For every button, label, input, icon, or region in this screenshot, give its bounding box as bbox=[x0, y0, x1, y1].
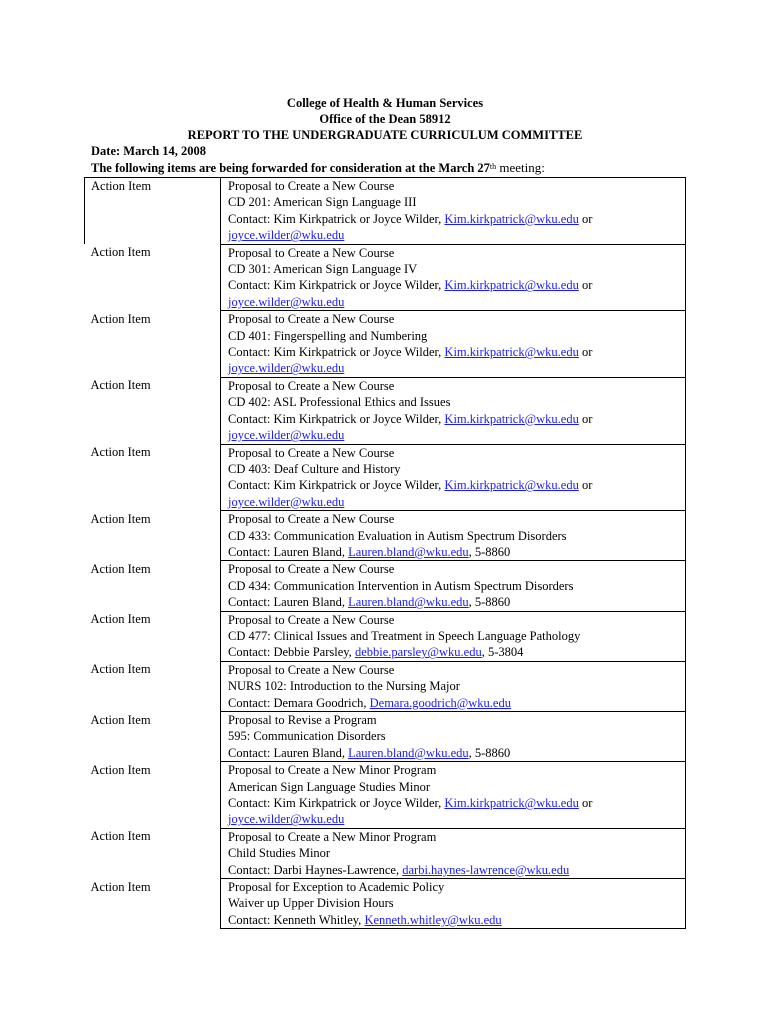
action-item-description bbox=[221, 561, 686, 611]
action-item-row bbox=[85, 611, 686, 661]
contact-email-link[interactable]: debbie.parsley@wku.edu bbox=[354, 645, 482, 660]
contact-prefix: Contact: Kenneth Whitley, bbox=[228, 912, 365, 927]
contact-email-link[interactable]: joyce.wilder@wku.edu bbox=[228, 494, 345, 509]
contact-joiner: or bbox=[578, 796, 593, 811]
contact-line bbox=[228, 912, 685, 928]
action-item-label: Action Item bbox=[90, 662, 151, 677]
action-item-row bbox=[85, 377, 686, 444]
course-title: Child Studies Minor bbox=[228, 846, 331, 861]
action-item-label: Action Item bbox=[90, 445, 151, 459]
contact-prefix: Contact: Kim Kirkpatrick or Joyce Wilder, bbox=[228, 796, 445, 811]
action-item-row bbox=[85, 244, 686, 311]
contact-line bbox=[228, 344, 685, 360]
intro-tail: meeting: bbox=[496, 160, 545, 175]
contact-line-secondary bbox=[228, 811, 685, 827]
contact-line-secondary bbox=[228, 360, 685, 376]
action-item-description bbox=[221, 178, 686, 245]
action-item-label: Action Item bbox=[90, 879, 151, 894]
office-name: Office of the Dean 58912 bbox=[319, 112, 451, 126]
action-item-description bbox=[221, 762, 686, 829]
contact-line bbox=[228, 477, 685, 493]
contact-email-link[interactable]: joyce.wilder@wku.edu bbox=[228, 294, 345, 309]
contact-prefix: Contact: Kim Kirkpatrick or Joyce Wilder, bbox=[228, 478, 445, 493]
contact-email-link[interactable]: Kim.kirkpatrick@wku.edu bbox=[444, 411, 579, 426]
contact-email-link[interactable]: Lauren.bland@wku.edu bbox=[348, 745, 469, 760]
contact-email-link[interactable]: Kim.kirkpatrick@wku.edu bbox=[444, 211, 579, 226]
contact-line bbox=[228, 277, 685, 293]
action-items-table bbox=[84, 177, 686, 929]
intro-superscript: th bbox=[489, 162, 497, 171]
report-date: Date: March 14, 2008 bbox=[91, 144, 207, 158]
course-title: CD 433: Communication Evaluation in Autism Spectrum Disorders bbox=[228, 528, 567, 543]
action-item-label: Action Item bbox=[90, 712, 151, 727]
intro-text: The following items are being forwarded for consideration at the March 27 bbox=[91, 161, 490, 175]
course-title: NURS 102: Introduction to the Nursing Major bbox=[228, 679, 460, 694]
report-title: REPORT TO THE UNDERGRADUATE CURRICULUM COMMITTEE bbox=[187, 128, 583, 142]
contact-prefix: Contact: Demara Goodrich, bbox=[228, 695, 370, 710]
college-name: College of Health & Human Services bbox=[286, 96, 484, 110]
contact-prefix: Contact: Kim Kirkpatrick or Joyce Wilder, bbox=[228, 345, 445, 360]
contact-prefix: Contact: Kim Kirkpatrick or Joyce Wilder, bbox=[228, 278, 445, 293]
contact-joiner: or bbox=[578, 478, 593, 493]
action-item-description bbox=[221, 244, 686, 311]
proposal-type: Proposal to Create a New Course bbox=[228, 179, 395, 193]
action-item-row bbox=[85, 178, 686, 245]
contact-email-link[interactable]: joyce.wilder@wku.edu bbox=[228, 228, 345, 243]
action-item-row bbox=[85, 879, 686, 929]
proposal-type: Proposal to Create a New Course bbox=[228, 662, 395, 677]
contact-line-secondary bbox=[228, 427, 685, 443]
action-item-label: Action Item bbox=[90, 762, 151, 777]
proposal-type: Proposal to Create a New Course bbox=[228, 512, 395, 527]
contact-joiner: or bbox=[578, 211, 593, 226]
contact-email-link[interactable]: joyce.wilder@wku.edu bbox=[228, 361, 345, 376]
proposal-type: Proposal to Revise a Program bbox=[228, 713, 377, 727]
action-item-row bbox=[85, 311, 686, 378]
action-item-row bbox=[85, 511, 686, 561]
contact-email-link[interactable]: darbi.haynes-lawrence@wku.edu bbox=[402, 862, 570, 877]
action-item-row bbox=[85, 444, 686, 511]
course-title: CD 402: ASL Professional Ethics and Issues bbox=[228, 395, 451, 410]
action-item-description bbox=[221, 879, 686, 929]
contact-line bbox=[228, 594, 685, 610]
contact-line-secondary bbox=[228, 494, 685, 510]
course-title: CD 401: Fingerspelling and Numbering bbox=[228, 328, 428, 343]
contact-email-link[interactable]: Lauren.bland@wku.edu bbox=[348, 595, 469, 610]
action-item-row bbox=[85, 661, 686, 711]
action-item-label: Action Item bbox=[90, 311, 151, 326]
course-title: CD 301: American Sign Language IV bbox=[228, 262, 418, 277]
contact-email-link[interactable]: Kim.kirkpatrick@wku.edu bbox=[444, 478, 579, 493]
action-item-label: Action Item bbox=[90, 612, 151, 627]
contact-line bbox=[228, 544, 685, 560]
action-item-label: Action Item bbox=[90, 511, 151, 526]
action-item-label: Action Item bbox=[90, 561, 151, 576]
action-item-description bbox=[221, 611, 686, 661]
contact-phone: , 5-8860 bbox=[468, 544, 511, 559]
contact-phone: , 5-8860 bbox=[468, 595, 511, 610]
action-item-label: Action Item bbox=[90, 245, 151, 260]
course-title: CD 201: American Sign Language III bbox=[228, 195, 417, 210]
course-title: Waiver up Upper Division Hours bbox=[228, 896, 394, 911]
course-title: CD 477: Clinical Issues and Treatment in Speech Language Pathology bbox=[228, 628, 581, 643]
course-title: CD 403: Deaf Culture and History bbox=[228, 461, 401, 476]
contact-joiner: or bbox=[578, 345, 593, 360]
action-items-body bbox=[85, 178, 686, 929]
contact-email-link[interactable]: joyce.wilder@wku.edu bbox=[228, 428, 345, 443]
action-item-row bbox=[85, 828, 686, 878]
action-item-description bbox=[221, 377, 686, 444]
proposal-type: Proposal to Create a New Course bbox=[228, 445, 395, 460]
contact-line bbox=[228, 745, 685, 761]
action-item-description bbox=[221, 661, 686, 711]
action-item-label: Action Item bbox=[90, 829, 151, 844]
contact-prefix: Contact: Debbie Parsley, bbox=[228, 645, 355, 660]
contact-prefix: Contact: Darbi Haynes-Lawrence, bbox=[228, 862, 403, 877]
proposal-type: Proposal to Create a New Course bbox=[228, 612, 395, 627]
contact-prefix: Contact: Lauren Bland, bbox=[228, 595, 349, 610]
proposal-type: Proposal to Create a New Minor Program bbox=[228, 829, 437, 844]
action-item-description bbox=[221, 311, 686, 378]
contact-joiner: or bbox=[578, 411, 593, 426]
action-item-label: Action Item bbox=[90, 378, 151, 393]
contact-prefix: Contact: Kim Kirkpatrick or Joyce Wilder, bbox=[228, 411, 445, 426]
proposal-type: Proposal to Create a New Minor Program bbox=[228, 763, 437, 778]
contact-prefix: Contact: Lauren Bland, bbox=[228, 745, 349, 760]
contact-phone: , 5-8860 bbox=[468, 745, 511, 760]
contact-email-link[interactable]: Demara.goodrich@wku.edu bbox=[369, 695, 511, 710]
contact-email-link[interactable]: Kim.kirkpatrick@wku.edu bbox=[444, 345, 579, 360]
proposal-type: Proposal to Create a New Course bbox=[228, 312, 395, 327]
contact-line bbox=[228, 411, 685, 427]
contact-line bbox=[228, 862, 685, 878]
action-item-description bbox=[221, 712, 686, 762]
contact-email-link[interactable]: Kenneth.whitley@wku.edu bbox=[364, 912, 502, 927]
action-item-description bbox=[221, 444, 686, 511]
proposal-type: Proposal to Create a New Course bbox=[228, 245, 395, 260]
contact-phone: , 5-3804 bbox=[481, 645, 524, 660]
contact-joiner: or bbox=[578, 278, 593, 293]
contact-email-link[interactable]: Kim.kirkpatrick@wku.edu bbox=[444, 796, 579, 811]
course-title: American Sign Language Studies Minor bbox=[228, 779, 431, 794]
action-item-row bbox=[85, 712, 686, 762]
contact-email-link[interactable]: Lauren.bland@wku.edu bbox=[348, 544, 469, 559]
proposal-type: Proposal to Create a New Course bbox=[228, 562, 395, 577]
contact-prefix: Contact: Lauren Bland, bbox=[228, 544, 349, 559]
contact-line bbox=[228, 795, 685, 811]
contact-line bbox=[228, 211, 685, 227]
action-item-description bbox=[221, 511, 686, 561]
contact-line-secondary bbox=[228, 294, 685, 310]
proposal-type: Proposal for Exception to Academic Policy bbox=[228, 880, 445, 895]
action-item-row bbox=[85, 561, 686, 611]
course-title: 595: Communication Disorders bbox=[228, 729, 386, 744]
action-item-label: Action Item bbox=[85, 178, 221, 245]
course-title: CD 434: Communication Intervention in Autism Spectrum Disorders bbox=[228, 578, 574, 593]
action-item-description bbox=[221, 828, 686, 878]
contact-line bbox=[228, 644, 685, 660]
document-header bbox=[0, 95, 770, 143]
contact-email-link[interactable]: Kim.kirkpatrick@wku.edu bbox=[444, 278, 579, 293]
action-item-row bbox=[85, 762, 686, 829]
contact-line bbox=[228, 695, 685, 711]
contact-prefix: Contact: Kim Kirkpatrick or Joyce Wilder, bbox=[228, 211, 445, 226]
intro-sentence bbox=[91, 160, 545, 178]
contact-line-secondary bbox=[228, 227, 685, 243]
proposal-type: Proposal to Create a New Course bbox=[228, 378, 395, 393]
contact-email-link[interactable]: joyce.wilder@wku.edu bbox=[228, 812, 345, 827]
